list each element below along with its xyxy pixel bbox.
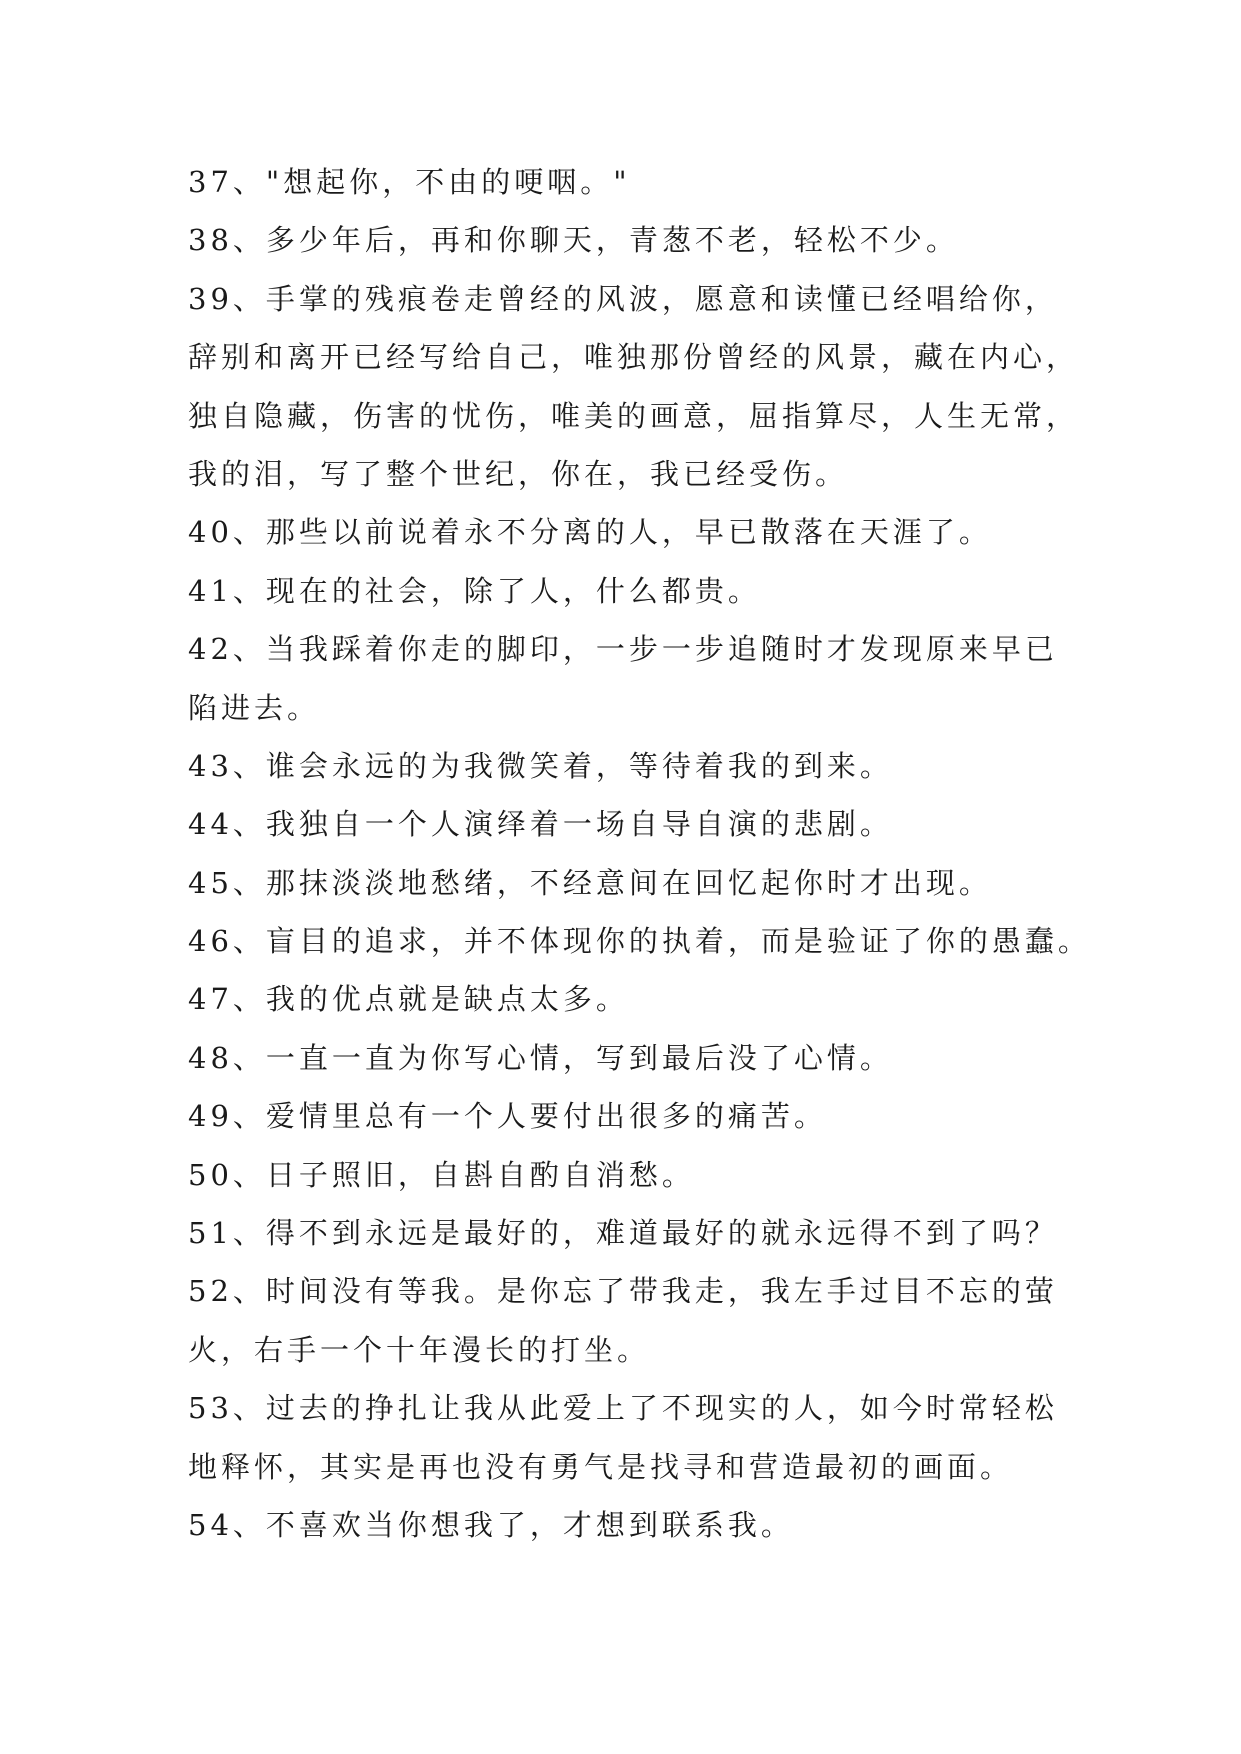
text-line: 46、盲目的追求，并不体现你的执着，而是验证了你的愚蠢。 <box>188 924 1091 959</box>
text-line: 38、多少年后，再和你聊天，青葱不老，轻松不少。 <box>188 223 959 258</box>
text-line: 40、那些以前说着永不分离的人，早已散落在天涯了。 <box>188 515 992 550</box>
text-line: 39、手掌的残痕卷走曾经的风波，愿意和读懂已经唱给你， <box>188 281 1058 316</box>
text-line: 辞别和离开已经写给自己，唯独那份曾经的风景，藏在内心， <box>188 340 1080 375</box>
document-body <box>188 153 1091 1554</box>
text-line: 53、过去的挣扎让我从此爱上了不现实的人，如今时常轻松 <box>188 1391 1058 1426</box>
text-line: 陷进去。 <box>188 690 321 725</box>
text-line: 51、得不到永远是最好的，难道最好的就永远得不到了吗？ <box>188 1216 1058 1251</box>
text-line: 地释怀，其实是再也没有勇气是找寻和营造最初的画面。 <box>188 1449 1014 1484</box>
text-line: 火，右手一个十年漫长的打坐。 <box>188 1332 651 1367</box>
text-line: 48、一直一直为你写心情，写到最后没了心情。 <box>188 1040 893 1075</box>
text-line: 我的泪，写了整个世纪，你在，我已经受伤。 <box>188 456 849 491</box>
text-line: 47、我的优点就是缺点太多。 <box>188 982 629 1017</box>
text-line: 独自隐藏，伤害的忧伤，唯美的画意，屈指算尽，人生无常， <box>188 398 1080 433</box>
text-line: 50、日子照旧，自斟自酌自消愁。 <box>188 1157 695 1192</box>
text-line: 45、那抹淡淡地愁绪，不经意间在回忆起你时才出现。 <box>188 865 992 900</box>
text-line: 41、现在的社会，除了人，什么都贵。 <box>188 573 761 608</box>
text-line: 54、不喜欢当你想我了，才想到联系我。 <box>188 1507 794 1542</box>
text-line: 37、"想起你，不由的哽咽。" <box>188 165 631 199</box>
text-line: 42、当我踩着你走的脚印，一步一步追随时才发现原来早已 <box>188 632 1058 667</box>
text-line: 49、爱情里总有一个人要付出很多的痛苦。 <box>188 1099 827 1134</box>
text-line: 44、我独自一个人演绎着一场自导自演的悲剧。 <box>188 807 893 842</box>
text-line: 52、时间没有等我。是你忘了带我走，我左手过目不忘的萤 <box>188 1274 1058 1309</box>
text-line: 43、谁会永远的为我微笑着，等待着我的到来。 <box>188 748 893 783</box>
